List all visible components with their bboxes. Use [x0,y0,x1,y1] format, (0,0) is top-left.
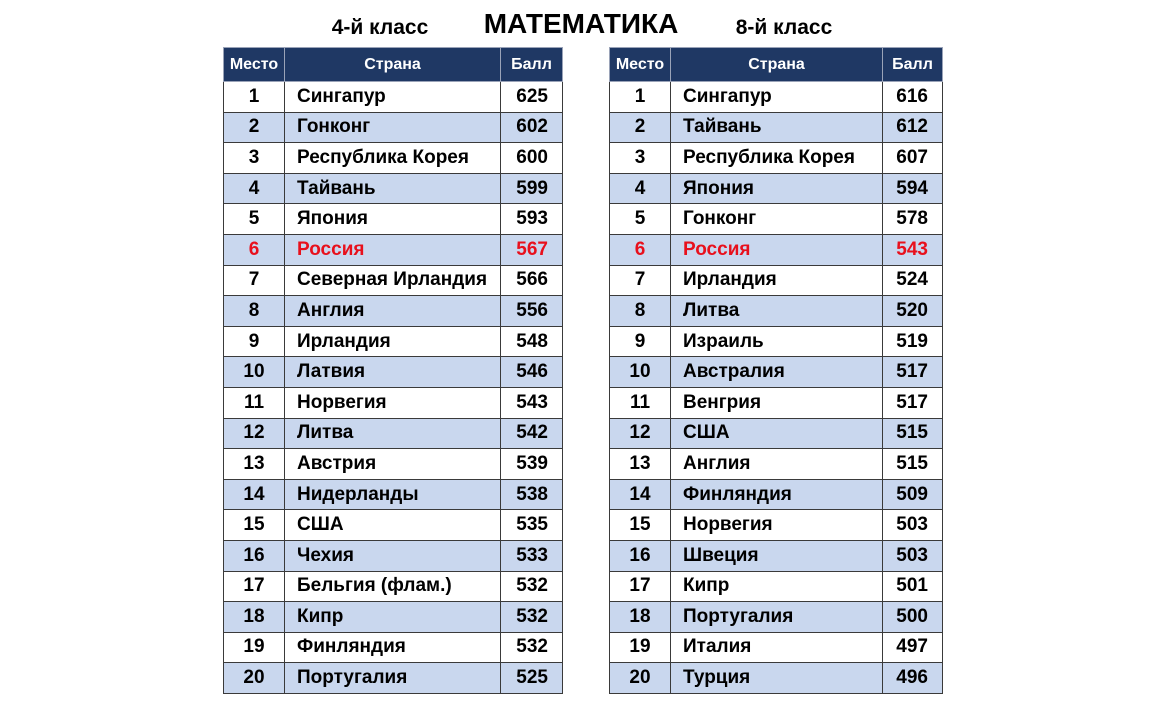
table-row [224,296,563,327]
score-cell: 578 [883,204,943,235]
place-cell: 16 [224,540,285,571]
header-country: Страна [285,48,501,82]
place-cell: 1 [224,82,285,113]
place-cell: 6 [610,234,671,265]
place-cell: 2 [224,112,285,143]
place-cell: 13 [224,449,285,480]
grade4-heading: 4-й класс [331,16,429,39]
table-row [610,234,943,265]
table-row [224,173,563,204]
country-cell: Республика Корея [671,143,883,174]
score-cell: 503 [883,510,943,541]
country-cell: Финляндия [285,632,501,663]
score-cell: 520 [883,296,943,327]
table-row [224,143,563,174]
table-row [610,82,943,113]
table-row [224,82,563,113]
place-cell: 19 [610,632,671,663]
place-cell: 4 [224,173,285,204]
score-cell: 600 [501,143,563,174]
score-cell: 593 [501,204,563,235]
country-cell: Италия [671,632,883,663]
table-row [224,204,563,235]
place-cell: 3 [224,143,285,174]
score-cell: 542 [501,418,563,449]
place-cell: 17 [610,571,671,602]
place-cell: 6 [224,234,285,265]
score-cell: 501 [883,571,943,602]
score-cell: 533 [501,540,563,571]
country-cell: Гонконг [285,112,501,143]
table-row [610,418,943,449]
country-cell: Чехия [285,540,501,571]
country-cell: Россия [285,234,501,265]
place-cell: 14 [224,479,285,510]
country-cell: Северная Ирландия [285,265,501,296]
table-row [610,449,943,480]
table-row [610,357,943,388]
place-cell: 18 [224,602,285,633]
country-cell: Швеция [671,540,883,571]
table-row [610,265,943,296]
place-cell: 20 [224,663,285,694]
score-cell: 503 [883,540,943,571]
table-row [224,510,563,541]
table-row [610,112,943,143]
table-row [610,173,943,204]
country-cell: Япония [671,173,883,204]
score-cell: 515 [883,449,943,480]
table-row [224,326,563,357]
table-row [224,449,563,480]
country-cell: Норвегия [671,510,883,541]
score-cell: 524 [883,265,943,296]
table-row [224,357,563,388]
country-cell: Израиль [671,326,883,357]
score-cell: 594 [883,173,943,204]
score-cell: 525 [501,663,563,694]
score-cell: 556 [501,296,563,327]
score-cell: 500 [883,602,943,633]
table-row [224,632,563,663]
score-cell: 616 [883,82,943,113]
score-cell: 566 [501,265,563,296]
country-cell: Кипр [671,571,883,602]
place-cell: 18 [610,602,671,633]
table-row [610,296,943,327]
score-cell: 535 [501,510,563,541]
score-cell: 532 [501,602,563,633]
header-row [610,48,943,82]
country-cell: Ирландия [285,326,501,357]
country-cell: Литва [285,418,501,449]
place-cell: 19 [224,632,285,663]
grade8-heading: 8-й класс [735,16,833,39]
country-cell: США [671,418,883,449]
score-cell: 515 [883,418,943,449]
header-score: Балл [883,48,943,82]
table-row [224,234,563,265]
table-row [610,602,943,633]
score-cell: 532 [501,632,563,663]
place-cell: 3 [610,143,671,174]
score-cell: 612 [883,112,943,143]
country-cell: Ирландия [671,265,883,296]
country-cell: Япония [285,204,501,235]
country-cell: Сингапур [285,82,501,113]
table-row [224,112,563,143]
country-cell: Республика Корея [285,143,501,174]
place-cell: 7 [610,265,671,296]
score-cell: 539 [501,449,563,480]
country-cell: Венгрия [671,387,883,418]
score-cell: 497 [883,632,943,663]
table-row [610,204,943,235]
country-cell: Англия [285,296,501,327]
table-row [610,663,943,694]
place-cell: 17 [224,571,285,602]
table-row [224,663,563,694]
score-cell: 543 [501,387,563,418]
table-row [224,265,563,296]
table-row [224,602,563,633]
score-cell: 543 [883,234,943,265]
score-cell: 546 [501,357,563,388]
country-cell: Нидерланды [285,479,501,510]
place-cell: 20 [610,663,671,694]
score-cell: 548 [501,326,563,357]
country-cell: Кипр [285,602,501,633]
table-row [610,540,943,571]
country-cell: Бельгия (флам.) [285,571,501,602]
place-cell: 7 [224,265,285,296]
place-cell: 12 [610,418,671,449]
table-row [610,143,943,174]
table-row [224,479,563,510]
score-cell: 599 [501,173,563,204]
place-cell: 15 [610,510,671,541]
score-cell: 517 [883,387,943,418]
header-place: Место [224,48,285,82]
header-place: Место [610,48,671,82]
score-cell: 607 [883,143,943,174]
table-row [610,632,943,663]
place-cell: 10 [224,357,285,388]
country-cell: Португалия [671,602,883,633]
header-score: Балл [501,48,563,82]
page-title: МАТЕМАТИКА [483,8,679,39]
country-cell: Норвегия [285,387,501,418]
place-cell: 10 [610,357,671,388]
score-cell: 602 [501,112,563,143]
table-row [610,510,943,541]
table-row [224,571,563,602]
country-cell: Тайвань [671,112,883,143]
place-cell: 12 [224,418,285,449]
place-cell: 4 [610,173,671,204]
place-cell: 11 [224,387,285,418]
grade4-table [223,47,563,694]
place-cell: 8 [224,296,285,327]
place-cell: 16 [610,540,671,571]
score-cell: 517 [883,357,943,388]
table-row [224,540,563,571]
country-cell: Россия [671,234,883,265]
country-cell: Англия [671,449,883,480]
score-cell: 538 [501,479,563,510]
country-cell: США [285,510,501,541]
table-row [224,387,563,418]
score-cell: 519 [883,326,943,357]
place-cell: 5 [610,204,671,235]
place-cell: 2 [610,112,671,143]
country-cell: Тайвань [285,173,501,204]
place-cell: 13 [610,449,671,480]
place-cell: 15 [224,510,285,541]
table-row [610,571,943,602]
country-cell: Латвия [285,357,501,388]
grade8-table [609,47,943,694]
score-cell: 509 [883,479,943,510]
place-cell: 11 [610,387,671,418]
table-row [610,326,943,357]
place-cell: 8 [610,296,671,327]
place-cell: 14 [610,479,671,510]
country-cell: Финляндия [671,479,883,510]
country-cell: Турция [671,663,883,694]
place-cell: 5 [224,204,285,235]
header-country: Страна [671,48,883,82]
country-cell: Португалия [285,663,501,694]
table-row [610,479,943,510]
table-row [224,418,563,449]
score-cell: 496 [883,663,943,694]
place-cell: 9 [610,326,671,357]
country-cell: Австрия [285,449,501,480]
country-cell: Австралия [671,357,883,388]
country-cell: Литва [671,296,883,327]
table-row [610,387,943,418]
score-cell: 625 [501,82,563,113]
score-cell: 532 [501,571,563,602]
country-cell: Сингапур [671,82,883,113]
score-cell: 567 [501,234,563,265]
place-cell: 1 [610,82,671,113]
country-cell: Гонконг [671,204,883,235]
header-row [224,48,563,82]
place-cell: 9 [224,326,285,357]
